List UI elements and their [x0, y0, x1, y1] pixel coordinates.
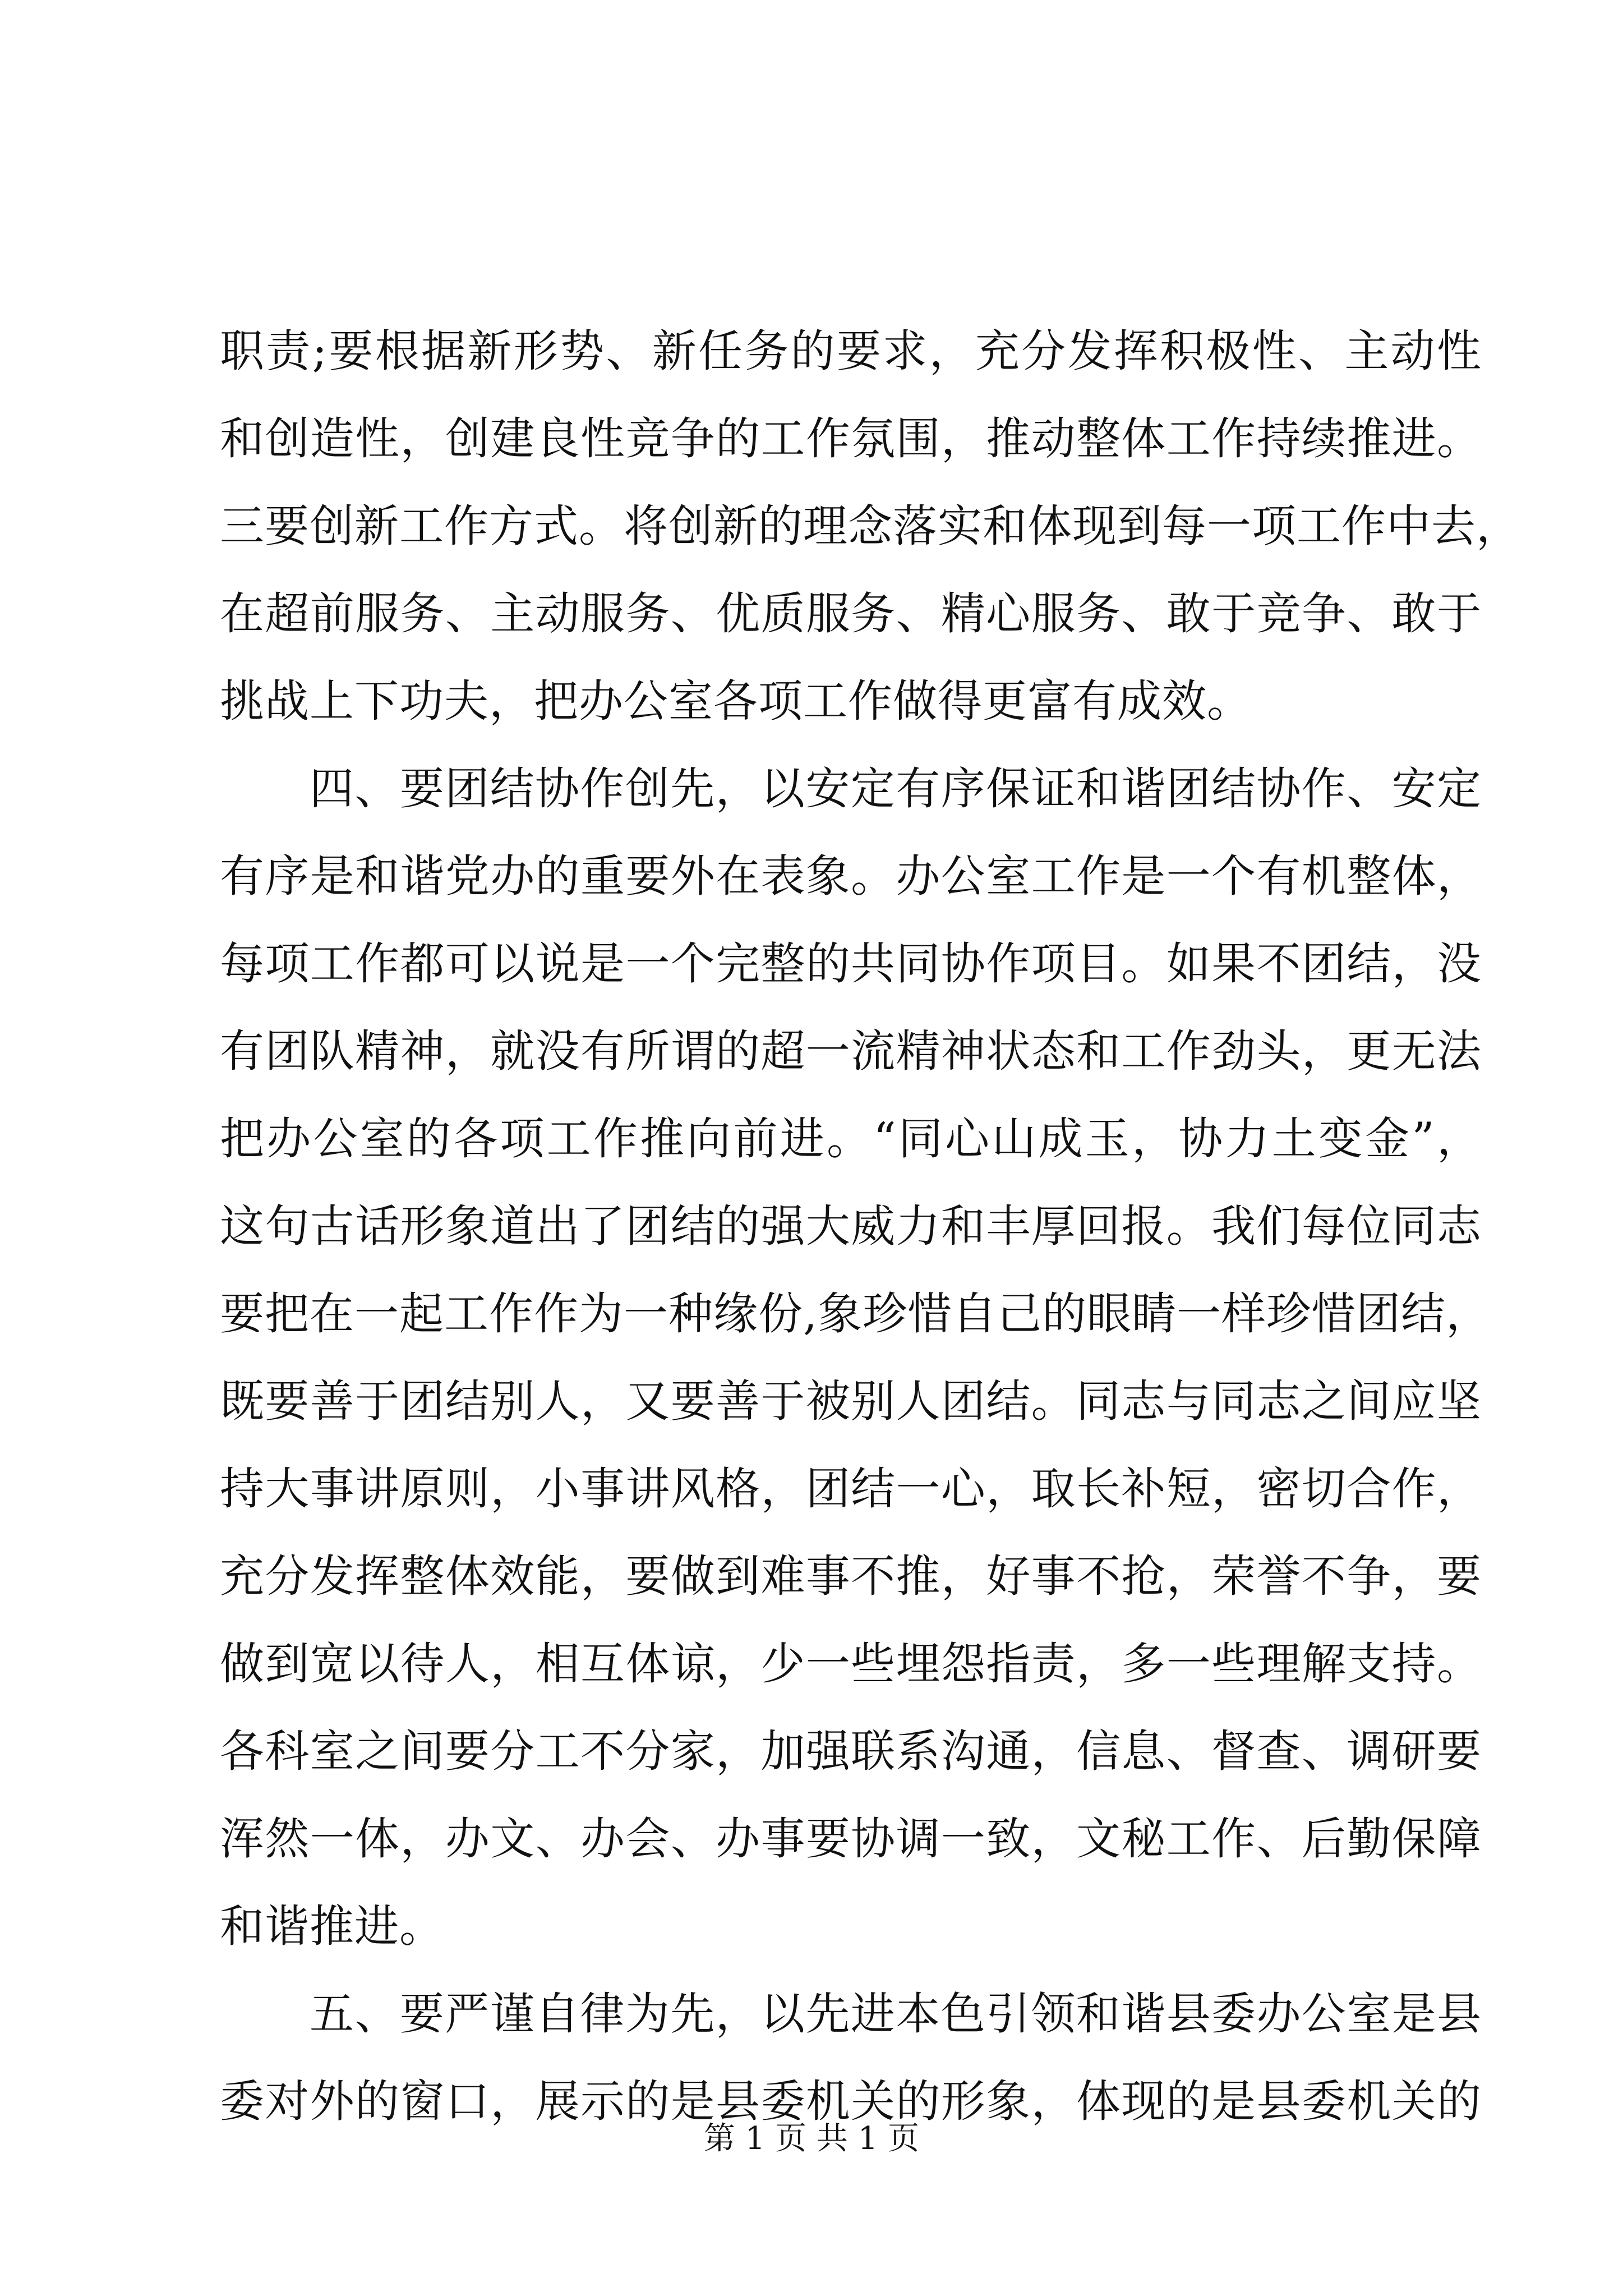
text-line: 挑战上下功夫，把办公室各项工作做得更富有成效。 [220, 675, 1252, 727]
text-line: 这句古话形象道出了团结的强大威力和丰厚回报。我们每位同志 [220, 1200, 1482, 1252]
text-line: 在超前服务、主动服务、优质服务、精心服务、敢于竞争、敢于 [220, 588, 1482, 639]
text-line: 委对外的窗口，展示的是县委机关的形象，体现的是县委机关的 [220, 2076, 1482, 2127]
text-line: 把办公室的各项工作推向前进。“同心山成玉，协力土变金”， [220, 1113, 1482, 1165]
text-line: 每项工作都可以说是一个完整的共同协作项目。如果不团结，没 [220, 938, 1482, 990]
text-line: 要把在一起工作作为一种缘份,象珍惜自己的眼睛一样珍惜团结， [220, 1288, 1491, 1340]
text-line: 职责;要根据新形势、新任务的要求，充分发挥积极性、主动性 [220, 325, 1482, 377]
body-text [220, 307, 1521, 2145]
text-line: 和谐推进。 [220, 1901, 444, 1952]
text-line: 各科室之间要分工不分家，加强联系沟通，信息、督查、调研要 [220, 1726, 1482, 1777]
text-line: 三要创新工作方式。将创新的理念落实和体现到每一项工作中去， [220, 500, 1521, 552]
text-line: 有团队精神，就没有所谓的超一流精神状态和工作劲头，更无法 [220, 1025, 1482, 1077]
text-line: 有序是和谐党办的重要外在表象。办公室工作是一个有机整体， [220, 850, 1482, 902]
text-line: 和创造性，创建良性竞争的工作氛围，推动整体工作持续推进。 [220, 413, 1482, 464]
text-line: 五、要严谨自律为先，以先进本色引领和谐县委办公室是县 [310, 1988, 1482, 2040]
text-line: 做到宽以待人，相互体谅，少一些埋怨指责，多一些理解支持。 [220, 1638, 1482, 1690]
text-line: 充分发挥整体效能，要做到难事不推，好事不抢，荣誉不争，要 [220, 1550, 1482, 1602]
text-line: 浑然一体，办文、办会、办事要协调一致，文秘工作、后勤保障 [220, 1813, 1482, 1865]
text-line: 四、要团结协作创先，以安定有序保证和谐团结协作、安定 [310, 763, 1482, 815]
page-number-footer: 第 1 页 共 1 页 [703, 2120, 920, 2157]
text-line: 既要善于团结别人，又要善于被别人团结。同志与同志之间应坚 [220, 1375, 1482, 1427]
text-line: 持大事讲原则，小事讲风格，团结一心，取长补短，密切合作， [220, 1463, 1482, 1515]
